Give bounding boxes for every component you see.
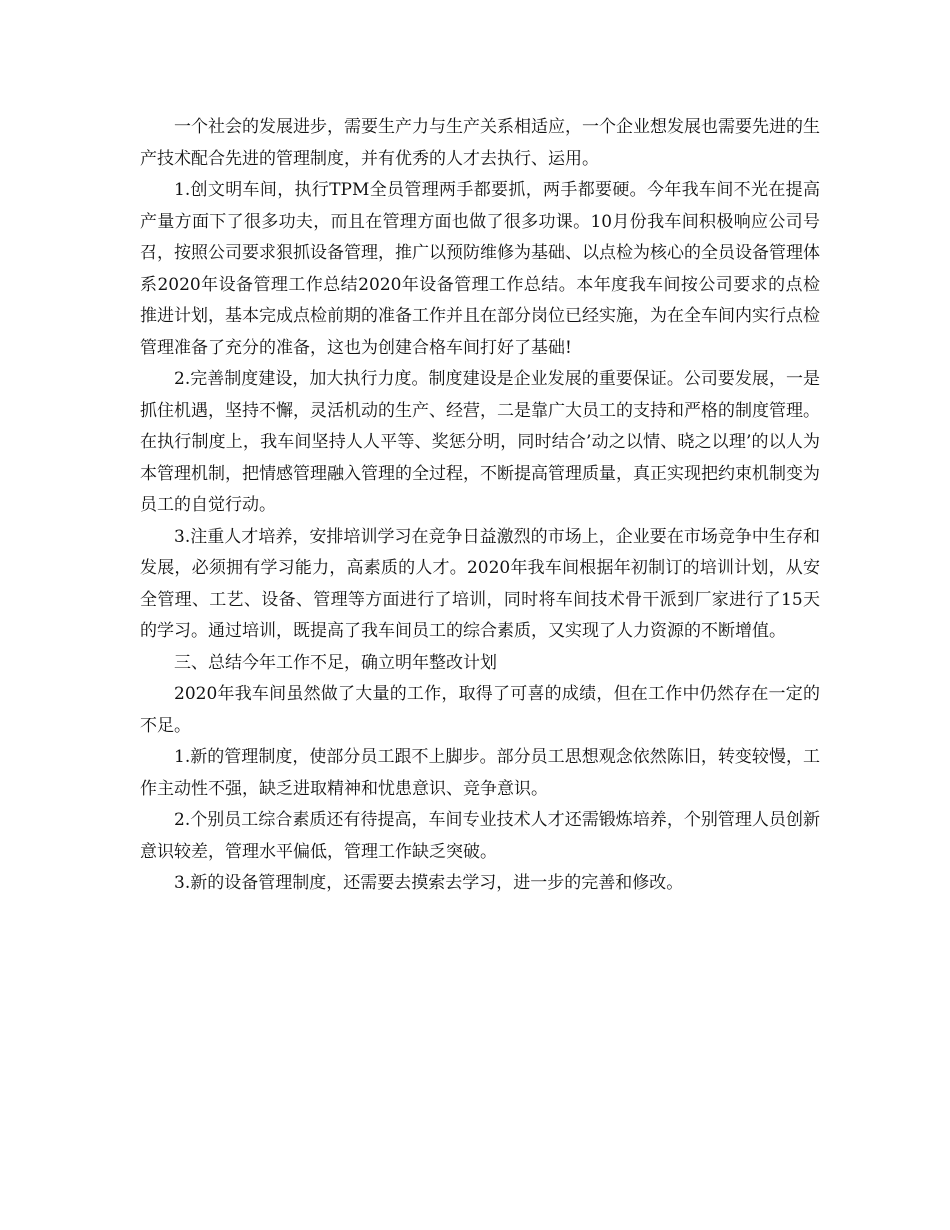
paragraph-shortcoming-2: 2.个别员工综合素质还有待提高，车间专业技术人才还需锻炼培养，个别管理人员创新意识较差，管理水平偏低，管理工作缺乏突破。 <box>140 810 820 862</box>
paragraph-shortcoming-3: 3.新的设备管理制度，还需要去摸索去学习，进一步的完善和修改。 <box>174 873 684 893</box>
paragraph-shortcomings-intro: 2020年我车间虽然做了大量的工作，取得了可喜的成绩，但在工作中仍然存在一定的不足。 <box>140 684 820 736</box>
paragraph-shortcoming-1: 1.新的管理制度，使部分员工跟不上脚步。部分员工思想观念依然陈旧，转变较慢，工作主动性不强，缺乏进取精神和忧患意识、竞争意识。 <box>140 747 820 799</box>
paragraph-intro: 一个社会的发展进步，需要生产力与生产关系相适应，一个企业想发展也需要先进的生产技术配合先进的管理制度，并有优秀的人才去执行、运用。 <box>140 117 820 169</box>
section-heading-shortcomings: 三、总结今年工作不足，确立明年整改计划 <box>174 652 497 673</box>
paragraph-item-3-talent-training: 3.注重人才培养，安排培训学习在竞争日益激烈的市场上，企业要在市场竞争中生存和发展，必须拥有学习能力，高素质的人才。2020年我车间根据年初制订的培训计划，从安全管理、工艺、设备、管理等方面进行了培训，同时将车间技术骨干派到厂家进行了15天的学习。通过培训，既提高了我车间员工的综合素质，又实现了人力资源的不断增值。 <box>140 526 820 641</box>
paragraph-item-2-system-building: 2.完善制度建设，加大执行力度。制度建设是企业发展的重要保证。公司要发展，一是抓住机遇，坚持不懈，灵活机动的生产、经营，二是靠广大员工的支持和严格的制度管理。在执行制度上，我车间坚持人人平等、奖惩分明，同时结合’动之以情、晓之以理’的以人为本管理机制，把情感管理融入管理的全过程，不断提高管理质量，真正实现把约束机制变为员工的自觉行动。 <box>140 369 820 515</box>
paragraph-item-1-civilized-workshop: 1.创文明车间，执行TPM全员管理两手都要抓，两手都要硬。今年我车间不光在提高产量方面下了很多功夫，而且在管理方面也做了很多功课。10月份我车间积极响应公司号召，按照公司要求狠抓设备管理，推广以预防维修为基础、以点检为核心的全员设备管理体系2020年设备管理工作总结2020年设备管理工作总结。本年度我车间按公司要求的点检推进计划，基本完成点检前期的准备工作并且在部分岗位已经实施，为在全车间内实行点检管理准备了充分的准备，这也为创建合格车间打好了基础! <box>140 180 820 358</box>
